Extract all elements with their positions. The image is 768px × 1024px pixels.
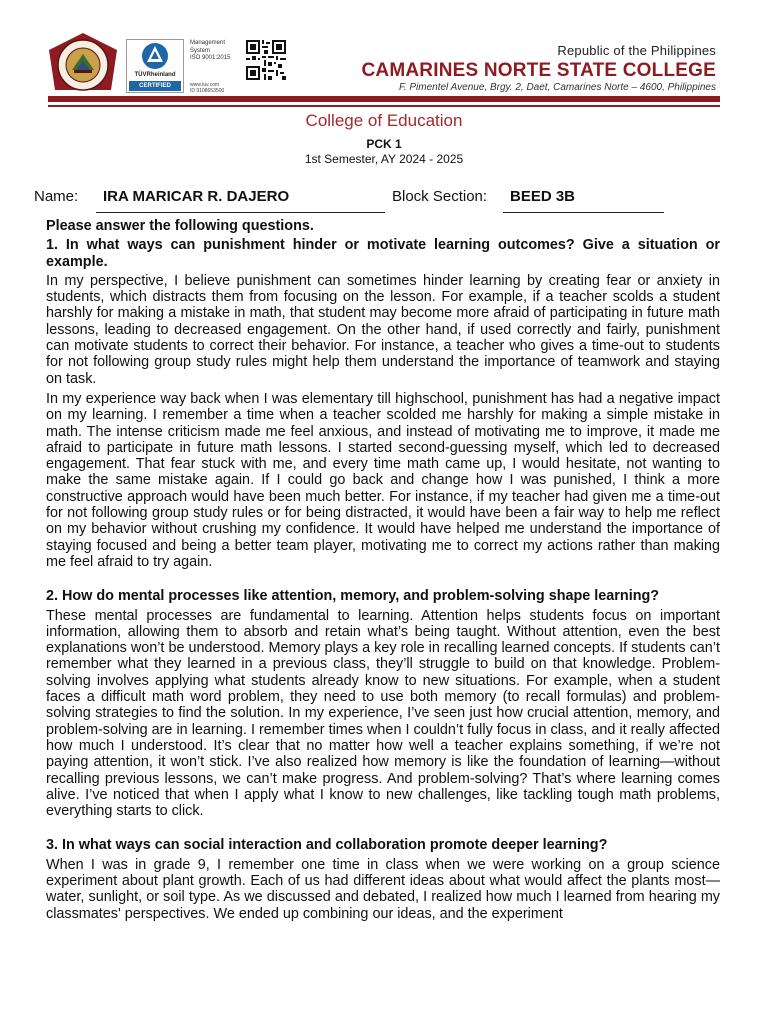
question-2: 2. How do mental processes like attention, memory, and problem-solving shape learning? xyxy=(46,588,660,605)
answer-1-paragraph-2: In my experience way back when I was elementary till highschool, punishment has had a negative impact on my learning. I remember a time when a teacher scolded me harshly for making a simple mistake in math. The intense criticism made me feel anxious, and instead of motivating me to improve, it made me afraid to participate in future math lessons. I started second-guessing myself, which led to decreased engagement. That fear stuck with me, and every time math came up, I would hesitate, not wanting to make the same mistake again. If I could go back and change how I was punished, I think a more constructive approach would have been much better. For instance, if my teacher had given me a time-out for not following group study rules or for being distracted, it would have been a fair way to help me reflect on my behavior without crushing my confidence. It would have helped me understand the importance of staying focused and being a better team player, motivating me to correct my actions rather than making me feel afraid to try again. xyxy=(46,390,720,570)
answer-sheet xyxy=(46,218,720,922)
header-divider xyxy=(48,96,720,102)
qr-code-icon xyxy=(246,40,286,80)
header-divider-thin xyxy=(48,105,720,107)
semester-text: 1st Semester, AY 2024 - 2025 xyxy=(304,152,464,166)
name-label: Name: xyxy=(34,188,79,205)
iso-text: Management System ISO 9001:2015 xyxy=(190,40,231,61)
tuv-name: TÜVRheinland xyxy=(134,72,176,78)
answer-1-paragraph-1: In my perspective, I believe punishment can sometimes hinder learning by creating fear or anxiety in students, which distracts them from focusing on the lesson. For example, if a teacher scolds a student harshly for making a mistake in math, that student may become more afraid of participating in future math lessons, leading to decreased engagement. On the other hand, if used correctly and fairly, punishment can motivate students to correct their behavior. For instance, a teacher who gives a time-out to students for not following group study rules might help them understand the importance of teamwork and staying on task. xyxy=(46,272,720,387)
college-seal-logo xyxy=(46,32,120,98)
section-underline xyxy=(503,212,664,213)
question-1: 1. In what ways can punishment hinder or motivate learning outcomes? Give a situation or example. xyxy=(46,237,720,270)
college-name: CAMARINES NORTE STATE COLLEGE xyxy=(361,60,716,81)
section-label: Block Section: xyxy=(392,188,488,205)
block-section: BEED 3B xyxy=(510,188,576,205)
instructions: Please answer the following questions. xyxy=(46,218,314,234)
tuv-triangle-icon xyxy=(127,40,183,74)
answer-3-paragraph-1: When I was in grade 9, I remember one time in class when we were working on a group science experiment about plant growth. Each of us had different ideas about what would affect the plants most—water, sunlight, or soil type. As we discussed and debated, I realized how much I learned from hearing my classmates' perspectives. We ended up combining our ideas, and the experiment xyxy=(46,856,720,922)
department-title: College of Education xyxy=(305,111,463,130)
college-address: F. Pimentel Avenue, Brgy. 2, Daet, Camarines Norte – 4600, Philippines xyxy=(398,82,716,93)
question-3: 3. In what ways can social interaction and collaboration promote deeper learning? xyxy=(46,837,608,854)
tuv-certification-badge xyxy=(126,39,184,93)
tuv-web: www.tuv.com ID 9108653500 xyxy=(190,82,225,94)
course-code: PCK 1 xyxy=(366,137,402,151)
name-underline xyxy=(96,212,385,213)
student-name: IRA MARICAR R. DAJERO xyxy=(103,188,290,205)
republic-text: Republic of the Philippines xyxy=(557,43,716,58)
answer-2-paragraph-1: These mental processes are fundamental to learning. Attention helps students focus on important information, allowing them to absorb and retain what’s being taught. Without attention, even the best explanations won’t be understood. Memory plays a key role in recalling learned concepts. If students can’t remember what they learned in a previous class, they’ll struggle to build on that knowledge. Problem-solving involves applying what students already know to new situations. For example, when a student faces a difficult math word problem, they need to use both memory (to recall formulas) and problem-solving strategies to find the solution. In my experience, I’ve seen just how crucial attention, memory, and problem-solving are in learning. I remember times when I couldn’t fully focus in class, and it really affected how much I understood. It’s clear that no matter how well a teacher explains something, if we’re not paying attention, it won’t stick. I’ve also realized how memory is like the foundation of learning—without recalling previous lessons, we can’t make progress. And problem-solving? That’s where learning comes alive. I’ve noticed that when I apply what I know to new challenges, like tackling tough math problems, everything starts to click. xyxy=(46,607,720,820)
tuv-certified-label: CERTIFIED xyxy=(129,81,181,91)
